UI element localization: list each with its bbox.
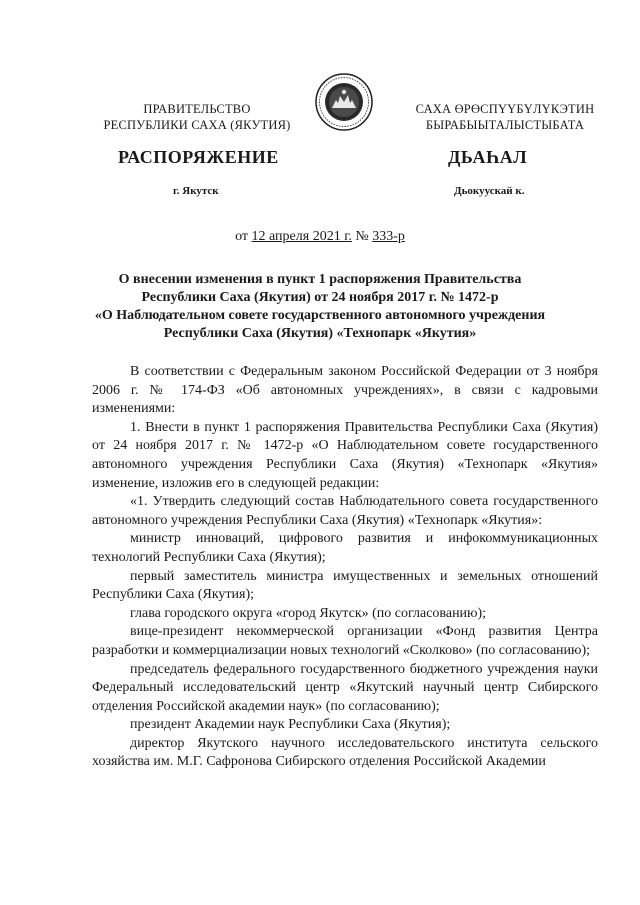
subject-line-2: Республики Саха (Якутия) от 24 ноября 2017 г. № 1472-р <box>141 290 499 305</box>
subject-line-4: Республики Саха (Якутия) «Технопарк «Якутия» <box>163 326 477 341</box>
member-item: глава городского округа «город Якутск» (по согласованию); <box>130 605 487 621</box>
header-left-line1: ПРАВИТЕЛЬСТВО <box>143 102 251 116</box>
subject-line-3: «О Наблюдательном совете государственного автономного учреждения <box>94 308 546 323</box>
member-item: вице-президент некоммерческой организации «Фонд развития Центра разработки и коммерциализации новых технологий «Сколково» (по согласованию); <box>92 624 598 658</box>
city-ru: г. Якутск <box>173 185 219 197</box>
document-body <box>92 363 598 772</box>
coat-of-arms-icon <box>314 72 374 132</box>
document-subject <box>90 271 550 343</box>
subject-line-1: О внесении изменения в пункт 1 распоряжения Правительства <box>118 272 522 287</box>
member-item: министр инноваций, цифрового развития и инфокоммуникационных технологий Республики Саха (Якутия); <box>92 531 598 565</box>
document-date: 12 апреля 2021 г. <box>251 229 352 244</box>
date-number-line <box>0 229 640 245</box>
header-left-block <box>92 101 302 133</box>
header-right-line2: БЫРАБЫЫТАЛЫСТЫБАТА <box>425 118 585 132</box>
number-sign: № <box>351 229 373 244</box>
preamble-paragraph: В соответствии с Федеральным законом Российской Федерации от 3 ноября 2006 г. № 174-ФЗ «Об автономных учреждениях», в связи с кадровыми изменениями: <box>92 364 598 417</box>
member-item: первый заместитель министра имущественных и земельных отношений Республики Саха (Якутия); <box>92 568 598 603</box>
document-title-sakha: ДЬАҺАЛ <box>448 147 528 167</box>
document-title-ru: РАСПОРЯЖЕНИЕ <box>118 147 279 167</box>
date-prefix: от <box>235 229 252 244</box>
header-left-line2: РЕСПУБЛИКИ САХА (ЯКУТИЯ) <box>103 118 291 132</box>
document-number: 333-р <box>372 229 405 244</box>
city-sakha: Дьокуускай к. <box>454 185 525 197</box>
header-right-block <box>385 101 625 133</box>
item-1-paragraph: 1. Внести в пункт 1 распоряжения Правительства Республики Саха (Якутия) от 24 ноября 2017 г. № 1472-р «О Наблюдательном совете государственного автономного учреждения Республики Саха (Якутия) «Технопарк «Якутия» изменение, изложив его в следующей редакции: <box>92 419 598 491</box>
member-item: председатель федерального государственного бюджетного учреждения науки Федеральный исследовательский центр «Якутский научный центр Сибирского отделения Российской академии наук» (по согласованию); <box>92 661 598 714</box>
council-composition-paragraph: «1. Утвердить следующий состав Наблюдательного совета государственного автономного учреждения Республики Саха (Якутия) «Технопарк «Якутия»: <box>92 494 598 528</box>
member-item: президент Академии наук Республики Саха (Якутия); <box>130 717 451 733</box>
member-item: директор Якутского научного исследовательского института сельского хозяйства им. М.Г. Сафронова Сибирского отделения Российской Академии <box>92 735 598 770</box>
header-right-line1: САХА ӨРӨСПҮҮБҮЛҮКЭТИН <box>415 102 595 116</box>
